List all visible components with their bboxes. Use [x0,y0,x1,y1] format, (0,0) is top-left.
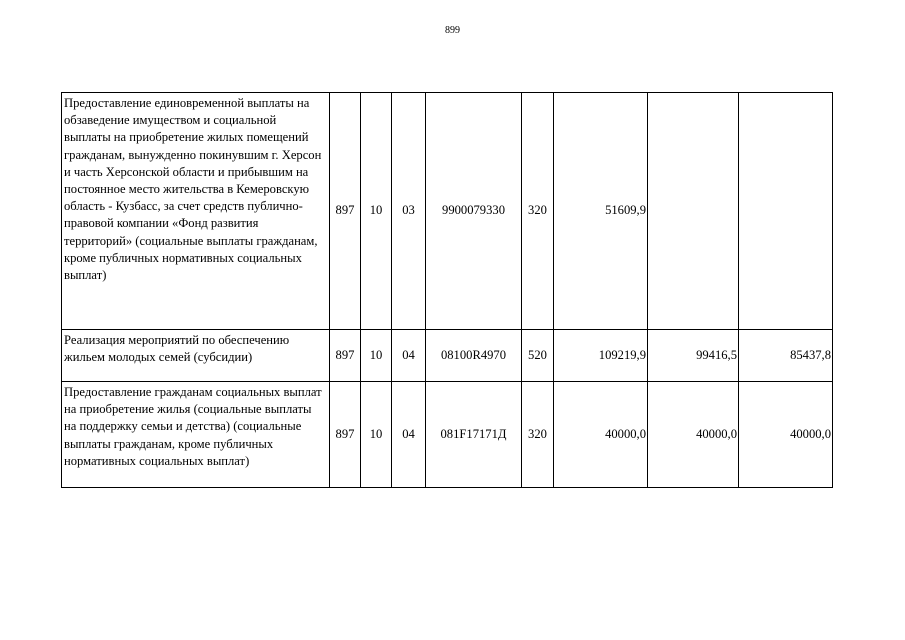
description-text: Предоставление единовременной выплаты на обзаведение имуществом и социальной выплаты на приобретение жилых помещений гражданам, вынужденно покинувшим г. Херсон и часть Херсонской области и прибывшим на постоянное место жительства в Кемеровскую область - Кузбасс, за счет средств публично-правовой компании «Фонд развития территорий» (социальные выплаты гражданам, кроме публичных нормативных социальных выплат) [64,96,322,283]
target-article-cell: 08100R4970 [426,330,522,382]
table-row [62,382,833,488]
table-row [62,330,833,382]
description-text: Предоставление гражданам социальных выплат на приобретение жилья (социальные выплаты на поддержку семьи и детства) (социальные выплаты гражданам, кроме публичных нормативных социальных выплат) [64,385,322,468]
target-article-cell: 081F17171Д [426,382,522,488]
amount-year-3-cell: 40000,0 [739,382,833,488]
subsection-code-cell: 04 [392,382,426,488]
expense-type-cell: 520 [522,330,554,382]
ministry-code-cell: 897 [330,330,361,382]
target-article-cell: 9900079330 [426,93,522,330]
ministry-code-cell: 897 [330,93,361,330]
description-cell [62,382,330,488]
amount-year-3-cell: 85437,8 [739,330,833,382]
amount-year-1-cell: 40000,0 [554,382,648,488]
description-text: Реализация мероприятий по обеспечению жильем молодых семей (субсидии) [64,333,290,365]
description-cell [62,93,330,330]
amount-year-1-cell: 51609,9 [554,93,648,330]
table-row [62,93,833,330]
section-code-cell: 10 [361,382,392,488]
amount-year-2-cell: 99416,5 [648,330,739,382]
amount-year-3-cell [739,93,833,330]
expense-type-cell: 320 [522,93,554,330]
section-code-cell: 10 [361,330,392,382]
budget-table [61,92,833,488]
subsection-code-cell: 03 [392,93,426,330]
page-number: 899 [445,25,460,36]
amount-year-1-cell: 109219,9 [554,330,648,382]
description-cell [62,330,330,382]
subsection-code-cell: 04 [392,330,426,382]
expense-type-cell: 320 [522,382,554,488]
amount-year-2-cell: 40000,0 [648,382,739,488]
amount-year-2-cell [648,93,739,330]
ministry-code-cell: 897 [330,382,361,488]
section-code-cell: 10 [361,93,392,330]
